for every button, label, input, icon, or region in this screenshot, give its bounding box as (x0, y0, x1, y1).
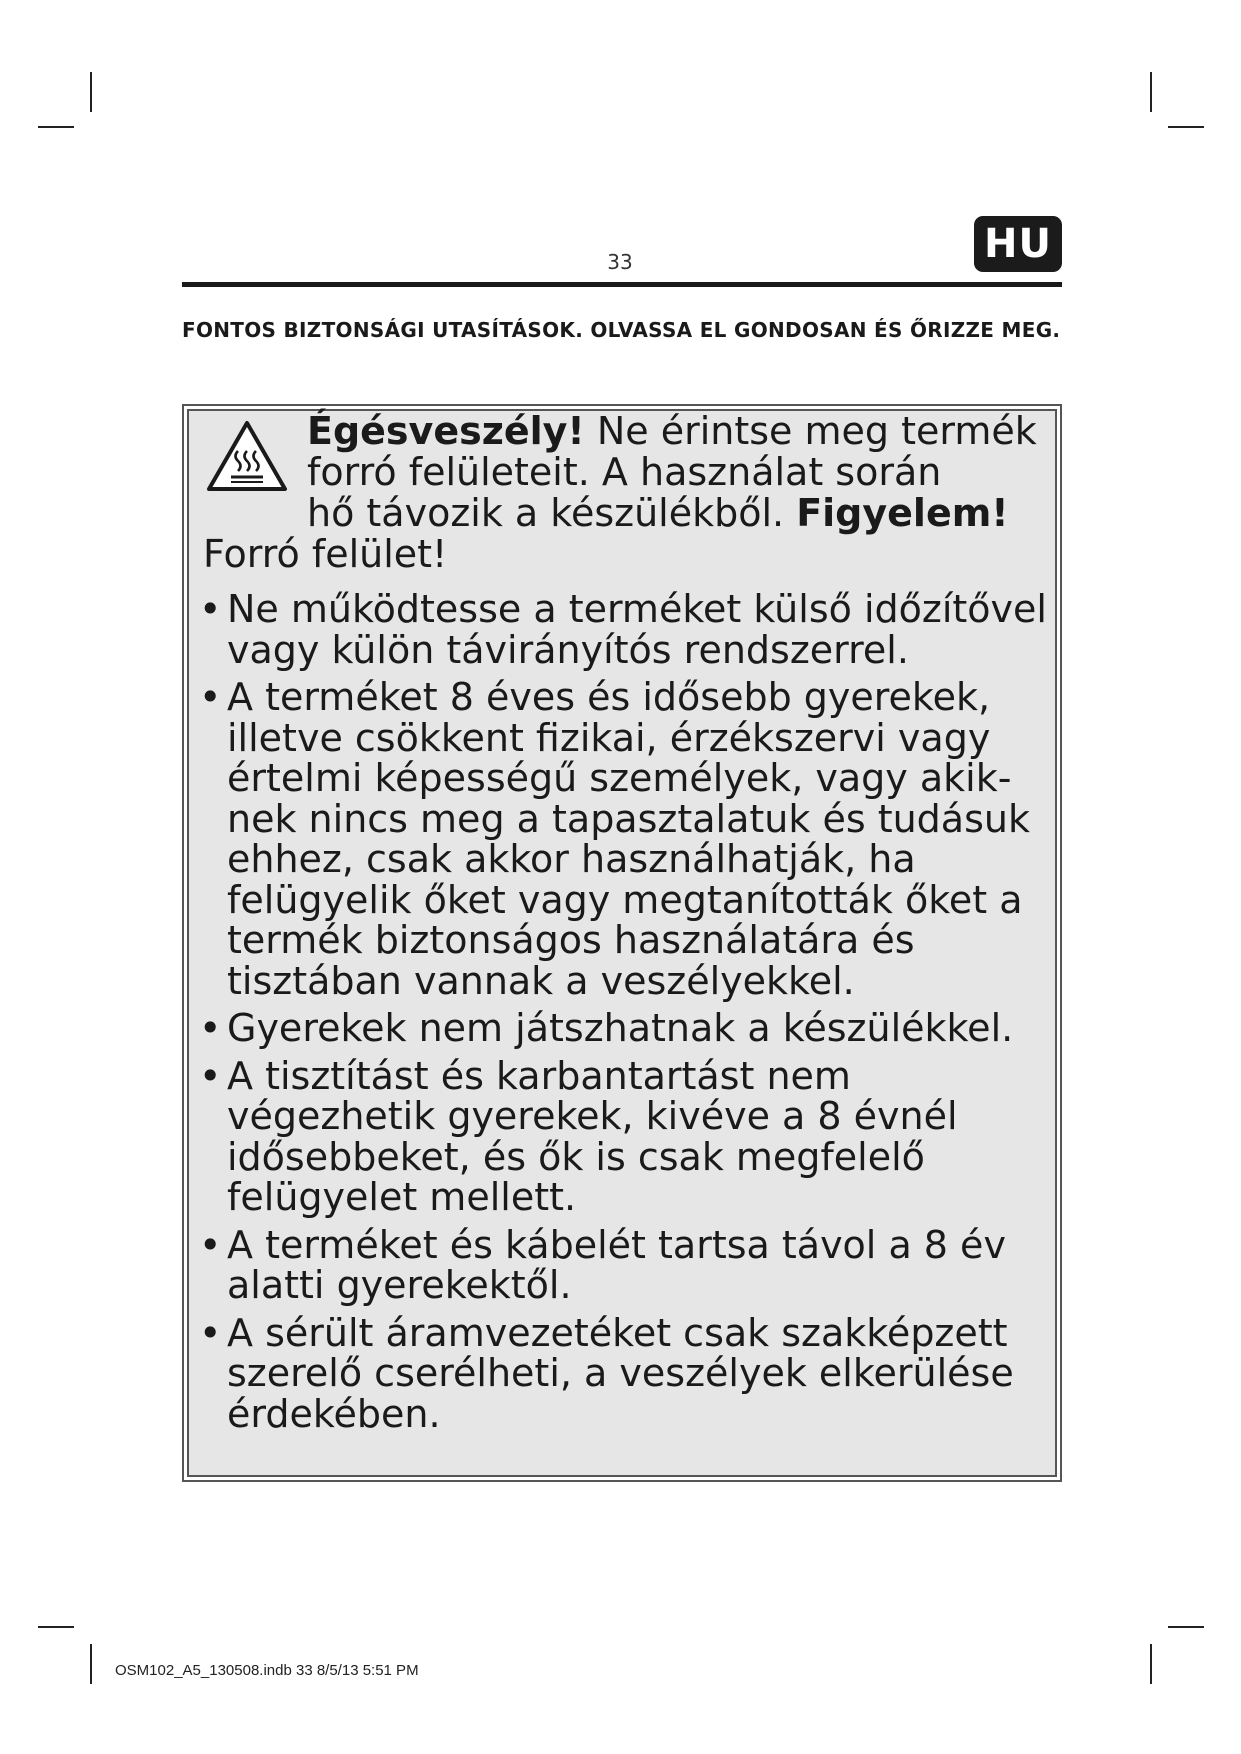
crop-mark (1168, 1626, 1204, 1628)
warning-lead (203, 411, 1053, 575)
section-title: FONTOS BIZTONSÁGI UTASÍTÁSOK. OLVASSA EL GONDOSAN ÉS ŐRIZZE MEG. (182, 318, 1061, 342)
hot-surface-label: Forró felület! (203, 532, 448, 576)
list-item: • Gyerekek nem játszhatnak a készülékkel. (199, 1006, 1014, 1050)
crop-mark (90, 72, 92, 112)
list-item-text: A terméket és kábelét tartsa távol a 8 év alatti gyerekektől. (227, 1222, 1006, 1307)
list-item: • A tisztítást és karbantartást nem végezhetik gyerekek, kivéve a 8 évnél idősebbeket, és ők is csak megfelelő felügyelet mellett. (199, 1053, 958, 1219)
crop-mark (38, 126, 74, 128)
warning-lead-text: hő távozik a készülékből. (307, 491, 797, 535)
warning-lead-line: forró felületeit. A használat során (307, 450, 942, 494)
crop-mark (90, 1644, 92, 1684)
crop-mark (1150, 1644, 1152, 1684)
list-item: • A terméket és kábelét tartsa távol a 8 év alatti gyerekektől. (199, 1222, 1006, 1307)
print-slug: OSM102_A5_130508.indb 33 8/5/13 5:51 PM (115, 1662, 419, 1679)
list-item: • Ne működtesse a terméket külső időzítővel vagy külön távirányítós rendszerrel. (199, 587, 1047, 672)
crop-mark (1150, 72, 1152, 112)
warning-lead-text: Ne érintse meg termék (584, 409, 1037, 453)
warning-lead-line (203, 411, 1053, 452)
list-item-text: Ne működtesse a terméket külső időzítővel vagy külön távirányítós rendszerrel. (227, 587, 1047, 672)
crop-mark (38, 1626, 74, 1628)
list-item-text: A tisztítást és karbantartást nem végezhetik gyerekek, kivéve a 8 évnél idősebbeket, és ők is csak megfelelő felügyelet mellett. (227, 1053, 958, 1219)
list-item-text: A terméket 8 éves és idősebb gyerekek, illetve csökkent fizikai, érzékszervi vagy értelmi képességű személyek, vagy akiknek nincs meg a tapasztalatuk és tudásuk ehhez, csak akkor használhatják, ha felügyelik őket vagy megtanították őket a termék biztonságos használatára és tisztában vannak a veszélyekkel. (227, 675, 1030, 1003)
page-number: 33 (607, 250, 633, 274)
attention-label: Figyelem! (796, 491, 1009, 535)
list-item-text: A sérült áramvezetéket csak szakképzett szerelő cserélheti, a veszélyek elkerülése érdekében. (227, 1310, 1014, 1436)
warning-lead-line (203, 493, 1053, 534)
crop-mark (1168, 126, 1204, 128)
list-item-text: Gyerekek nem játszhatnak a készülékkel. (227, 1006, 1014, 1050)
burn-hazard-label: Égésveszély! (307, 409, 585, 453)
safety-instruction-list (199, 589, 1061, 1441)
list-item: • A terméket 8 éves és idősebb gyerekek, illetve csökkent fizikai, érzékszervi vagy értelmi képességű személyek, vagy akiknek nincs meg a tapasztalatuk és tudásuk ehhez, csak akkor használhatják, ha felügyelik őket vagy megtanították őket a termék biztonságos használatára és tisztában vannak a veszélyekkel. (199, 675, 1030, 1003)
list-item: • A sérült áramvezetéket csak szakképzett szerelő cserélheti, a veszélyek elkerülése érdekében. (199, 1310, 1014, 1436)
warning-box (182, 404, 1062, 1482)
header-rule (182, 282, 1062, 287)
warning-panel (187, 409, 1057, 1477)
language-badge: HU (974, 216, 1062, 272)
